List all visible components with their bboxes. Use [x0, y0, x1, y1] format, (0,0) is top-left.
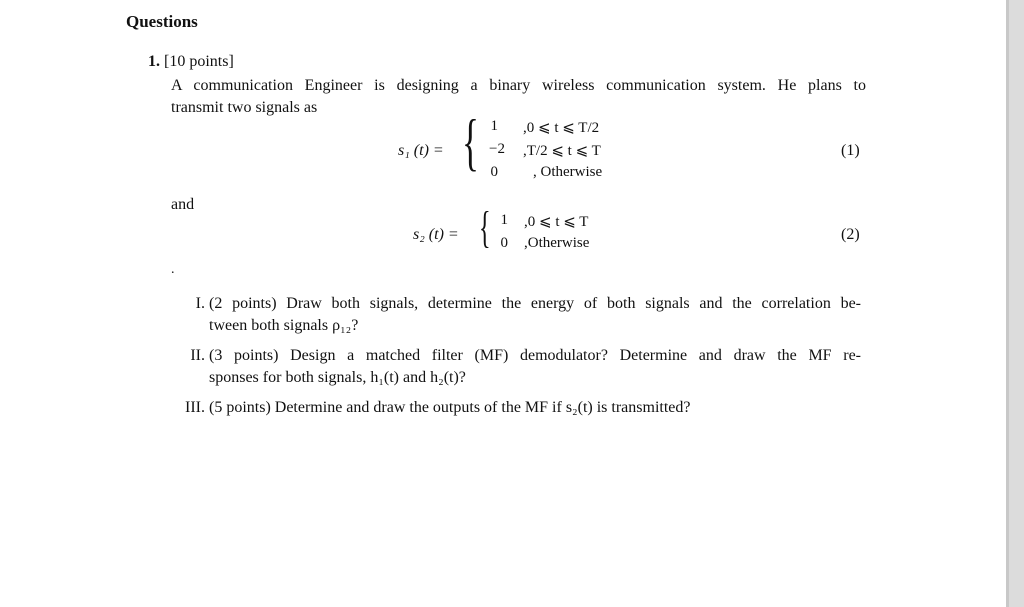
eq2-case-value: 0	[500, 235, 508, 251]
question-points: [10 points]	[164, 53, 234, 70]
item-roman: III.	[185, 399, 205, 416]
item-line: (2 points) Draw both signals, determine the energy of both signals and the correlation be-	[209, 295, 861, 312]
eq2-case-condition: ,Otherwise	[524, 235, 590, 251]
stray-mark: .	[171, 262, 175, 277]
eq2-lhs: s₂ (t) =	[413, 226, 459, 243]
page-edge-line	[1006, 0, 1009, 607]
item-line: (5 points) Determine and draw the outputs of the MF if s₂(t) is transmitted?	[209, 399, 691, 416]
item-line: tween both signals ρ₁₂?	[209, 317, 359, 334]
eq1-lhs: s₁ (t) =	[398, 142, 444, 159]
eq1-case-condition: , Otherwise	[533, 164, 603, 180]
item-line: (3 points) Design a matched filter (MF) demodulator? Determine and draw the MF re-	[209, 347, 861, 364]
sub-question-iii	[171, 397, 861, 419]
eq1-brace: {	[462, 106, 479, 177]
item-roman: II.	[190, 347, 205, 364]
connector-word: and	[171, 196, 195, 213]
intro-line-2: transmit two signals as	[171, 99, 318, 116]
eq1-case-condition: ,T/2 ⩽ t ⩽ T	[523, 143, 601, 159]
section-heading: Questions	[126, 12, 198, 31]
intro-line-1: A communication Engineer is designing a binary wireless communication system. He plans to	[171, 77, 866, 94]
eq2-case-condition: ,0 ⩽ t ⩽ T	[524, 214, 589, 230]
eq1-case-value: 1	[490, 118, 498, 134]
eq1-number: (1)	[841, 142, 860, 159]
question-number: 1.	[148, 53, 160, 70]
eq2-case-value: 1	[500, 212, 508, 228]
eq2-number: (2)	[841, 226, 860, 243]
eq1-case-value: −2	[489, 141, 505, 157]
eq1-case-condition: ,0 ⩽ t ⩽ T/2	[523, 120, 600, 136]
question-header	[148, 53, 234, 71]
eq2-brace: {	[479, 203, 491, 252]
sub-question-i	[171, 293, 861, 337]
eq1-case-value: 0	[490, 164, 498, 180]
question-intro	[171, 75, 866, 119]
sub-question-ii	[171, 345, 861, 389]
item-roman: I.	[195, 295, 205, 312]
item-line: sponses for both signals, h₁(t) and h₂(t)?	[209, 369, 466, 386]
